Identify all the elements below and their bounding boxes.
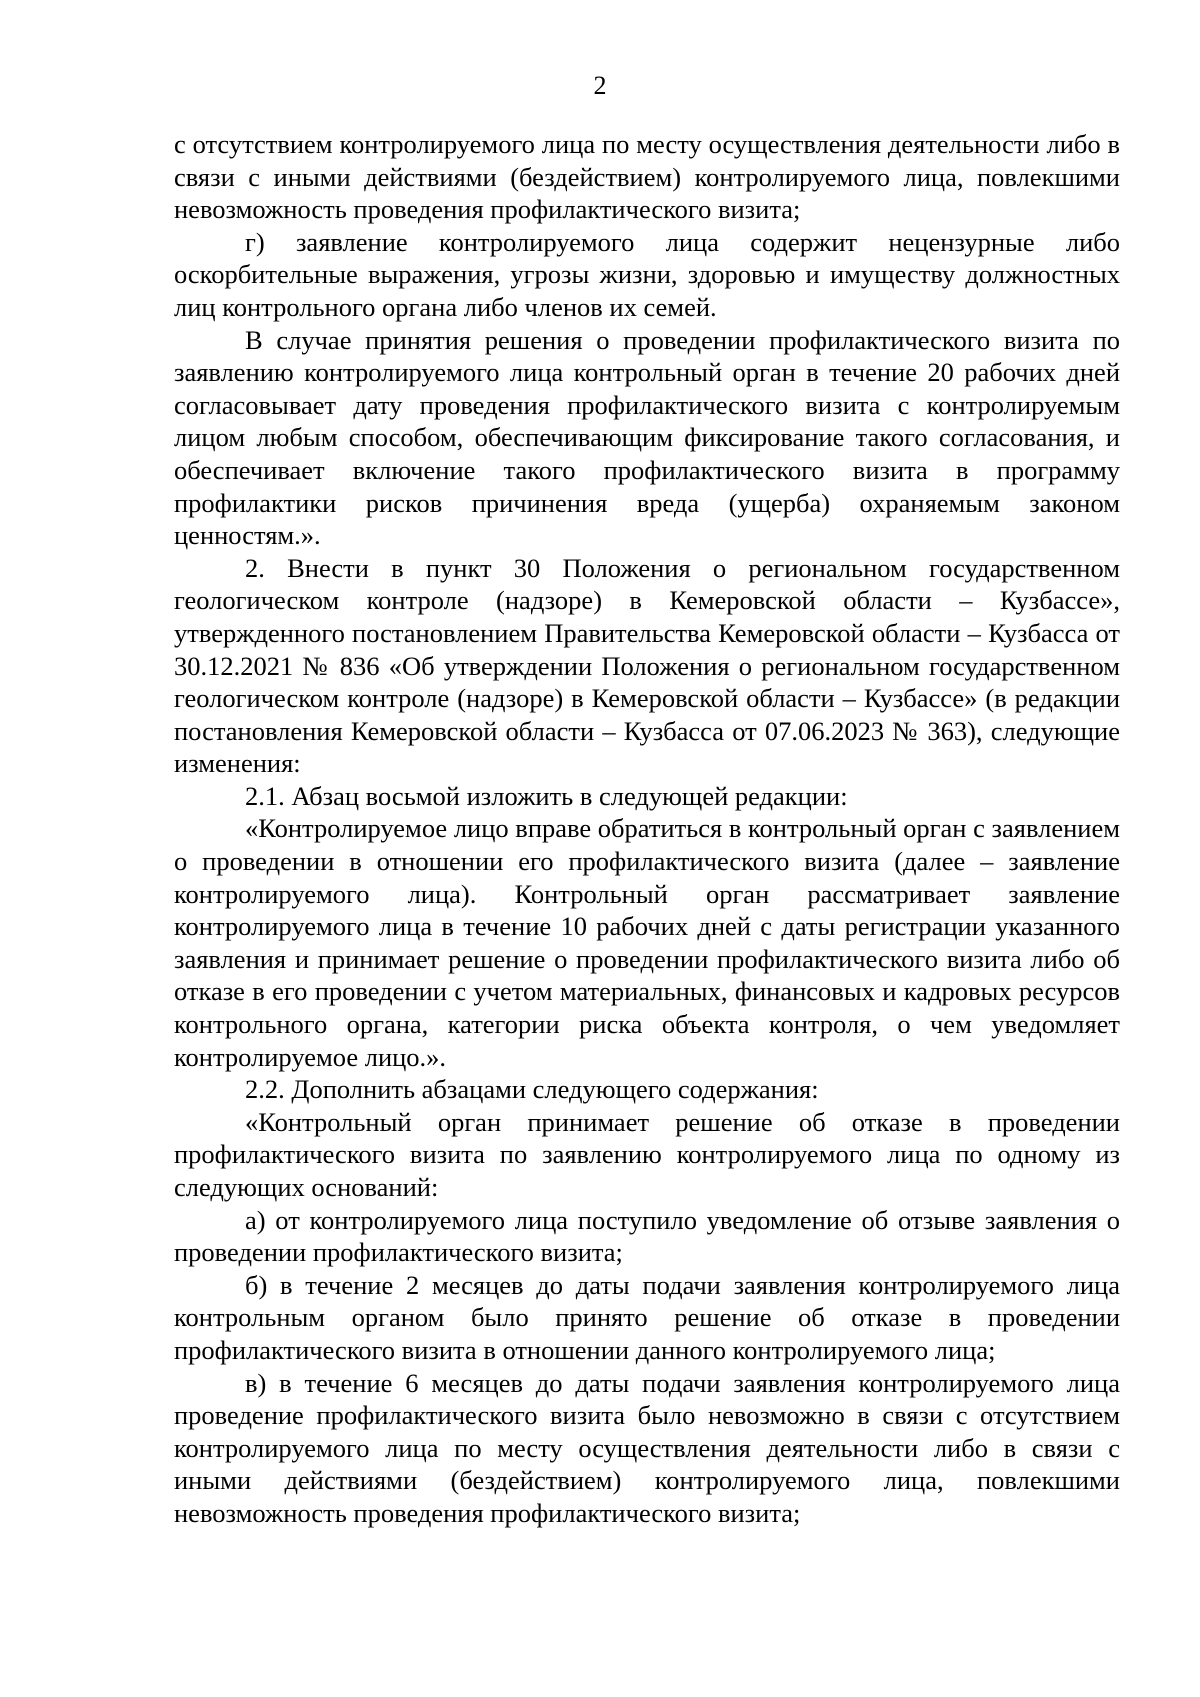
paragraph-continuation: с отсутствием контролируемого лица по месту осуществления деятельности либо в связи с иными действиями (бездействием) контролируемого лица, повлекшими невозможность проведения профилактического визита; <box>174 129 1120 225</box>
paragraph-section-2: 2. Внести в пункт 30 Положения о региональном государственном геологическом контроле (надзоре) в Кемеровской области – Кузбассе», утвержденного постановлением Правительства Кемеровской области – Кузбасса от 30.12.2021 № 836 «Об утверждении Положения о региональном государственном геологическом контроле (надзоре) в Кемеровской области – Кузбассе» (в редакции постановления Кемеровской области – Кузбасса от 07.06.2023 № 363), следующие изменения: <box>174 552 1120 779</box>
paragraph-section-2-1-text: «Контролируемое лицо вправе обратиться в контрольный орган с заявлением о проведении в отношении его профилактического визита (далее – заявление контролируемого лица). Контрольный орган рассматривает заявление контролируемого лица в течение 10 рабочих дней с даты регистрации указанного заявления и принимает решение о проведении профилактического визита либо об отказе в его проведении с учетом материальных, финансовых и кадровых ресурсов контрольного органа, категории риска объекта контроля, о чем уведомляет контролируемое лицо.». <box>174 813 1120 1072</box>
paragraph-section-2-1: 2.1. Абзац восьмой изложить в следующей редакции: <box>245 780 848 811</box>
paragraph-item-b: б) в течение 2 месяцев до даты подачи заявления контролируемого лица контрольным органом было принято решение об отказе в проведении профилактического визита в отношении данного контролируемого лица; <box>174 1269 1120 1365</box>
paragraph-item-v: в) в течение 6 месяцев до даты подачи заявления контролируемого лица проведение профилактического визита было невозможно в связи с отсутствием контролируемого лица по месту осуществления деятельности либо в связи с иными действиями (бездействием) контролируемого лица, повлекшими невозможность проведения профилактического визита; <box>174 1367 1120 1528</box>
document-body <box>174 128 1120 1530</box>
paragraph-section-2-2: 2.2. Дополнить абзацами следующего содержания: <box>245 1074 819 1105</box>
paragraph-approval-case: В случае принятия решения о проведении профилактического визита по заявлению контролируемого лица контрольный орган в течение 20 рабочих дней согласовывает дату проведения профилактического визита с контролируемым лицом любым способом, обеспечивающим фиксирование такого согласования, и обеспечивает включение такого профилактического визита в программу профилактики рисков причинения вреда (ущерба) охраняемым законом ценностям.». <box>174 324 1120 551</box>
paragraph-item-a: а) от контролируемого лица поступило уведомление об отзыве заявления о проведении профилактического визита; <box>174 1204 1120 1268</box>
page-number: 2 <box>593 71 607 100</box>
paragraph-refusal-grounds: «Контрольный орган принимает решение об отказе в проведении профилактического визита по заявлению контролируемого лица по одному из следующих оснований: <box>174 1106 1120 1202</box>
paragraph-item-g: г) заявление контролируемого лица содержит нецензурные либо оскорбительные выражения, угрозы жизни, здоровью и имуществу должностных лиц контрольного органа либо членов их семей. <box>174 226 1120 322</box>
